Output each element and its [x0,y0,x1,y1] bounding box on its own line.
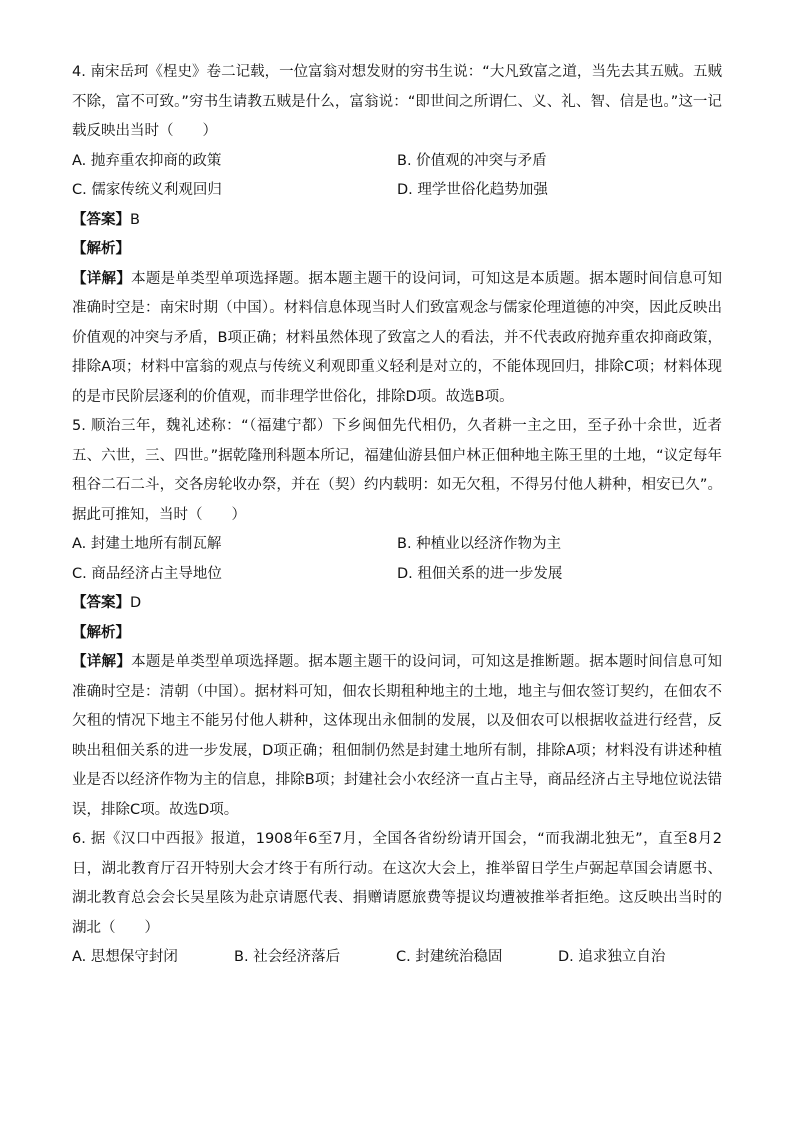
answer-line [72,206,722,236]
analysis-label: 【解析】 [72,624,130,641]
option-b: B. 价值观的冲突与矛盾 [397,152,547,169]
answer-value: D [130,595,142,611]
option-d: D. 租佃关系的进一步发展 [397,565,563,582]
analysis-label: 【解析】 [72,241,130,257]
option-b: B. 社会经济落后 [234,949,341,965]
option-c: C. 封建统治稳固 [396,949,503,965]
options-row [72,147,722,177]
option-c: C. 商品经济占主导地位 [72,565,222,582]
detail-text: 本题是单类型单项选择题。据本题主题干的设问词，可知这是本质题。据本题时间信息可知准确时空是：南宋时期（中国）。材料信息体现当时人们致富观念与儒家伦理道德的冲突，因此反映出价值观的冲突与矛盾，B项正确；材料虽然体现了致富之人的看法，并不代表政府抛弃重农抑商政策，排除A项；材料中富翁的观点与传统义利观即重义轻利是对立的，不能体现回归，排除C项；材料体现的是市民阶层逐利的价值观，而非理学世俗化，排除D项。故选B项。 [72,270,723,405]
option-d: D. 追求独立自治 [558,949,666,965]
answer-line [72,589,722,619]
question-6 [72,825,722,973]
answer-label: 【答案】 [72,595,130,611]
option-a: A. 封建土地所有制瓦解 [72,536,222,552]
question-stem: 5. 顺治三年，魏礼述称：“（福建宁都）下乡闽佃先代相仍，久者耕一主之田，至子孙十余世，近者五、六世，三、四世。”据乾隆刑科题本所记，福建仙游县佃户林正佃种地主陈王里的土地，“议定每年租谷二石二斗，交各房轮收办祭，并在（契）约内载明：如无欠租，不得另付他人耕种，相安已久”。据此可推知，当时（ ） [72,418,722,523]
option-a: A. 思想保守封闭 [72,949,178,965]
options-row [72,560,722,590]
detail-text: 本题是单类型单项选择题。据本题主题干的设问词，可知这是推断题。据本题时间信息可知准确时空是：清朝（中国）。据材料可知，佃农长期租种地主的土地，地主与佃农签订契约，在佃农不欠租的情况下地主不能另付他人耕种，这体现出永佃制的发展，以及佃农可以根据收益进行经营，反映出租佃关系的进一步发展，D项正确；租佃制仍然是封建土地所有制，排除A项；材料没有讲述种植业是否以经济作物为主的信息，排除B项；封建社会小农经济一直占主导，商品经济占主导地位说法错误，排除C项。故选D项。 [72,654,723,818]
question-stem: 4. 南宋岳珂《桯史》卷二记载，一位富翁对想发财的穷书生说：“大凡致富之道，当先去其五贼。五贼不除，富不可致。”穷书生请教五贼是什么，富翁说：“即世间之所谓仁、义、礼、智、信是也。”这一记载反映出当时（ ） [72,64,722,139]
options-row [72,943,722,973]
options-row [72,176,722,206]
option-b: B. 种植业以经济作物为主 [397,536,562,552]
detail-paragraph [72,265,722,413]
question-stem: 6. 据《汉口中西报》报道，1908年6至7月，全国各省纷纷请开国会，“而我湖北独无”，直至8月2日，湖北教育厅召开特别大会才终于有所行动。在这次大会上，推举留日学生卢弼起草国会请愿书、湖北教育总会会长吴星陔为赴京请愿代表、捐赠请愿旅费等提议均遭被推举者拒绝。这反映出当时的湖北（ ） [72,831,722,936]
option-d: D. 理学世俗化趋势加强 [397,182,548,198]
detail-label: 【详解】 [72,270,132,287]
option-c: C. 儒家传统义利观回归 [72,182,222,198]
answer-value: B [130,211,140,228]
document-page [72,58,722,973]
detail-paragraph [72,648,722,825]
detail-label: 【详解】 [72,654,132,670]
answer-label: 【答案】 [72,211,130,228]
question-4 [72,58,722,412]
options-row [72,530,722,560]
question-5 [72,412,722,825]
option-a: A. 抛弃重农抑商的政策 [72,152,222,169]
